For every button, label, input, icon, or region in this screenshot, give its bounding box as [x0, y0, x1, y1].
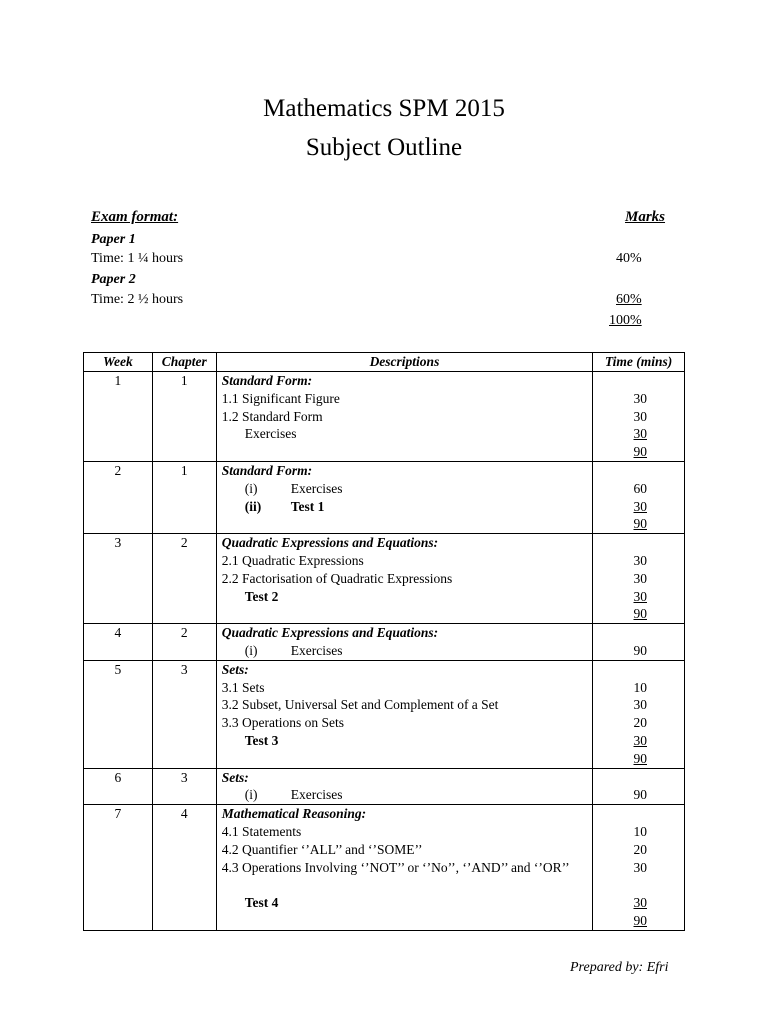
table-row: [84, 534, 685, 624]
time-value: [598, 498, 679, 516]
descriptions-header: Descriptions: [216, 353, 592, 372]
item-number: (i): [244, 480, 258, 496]
table-row: [84, 624, 685, 661]
item-number: (i): [244, 787, 258, 803]
chapter-cell: 4: [152, 805, 216, 931]
time-value: [598, 642, 679, 660]
section-title: Sets:: [221, 661, 249, 677]
time-amount: 30: [633, 859, 647, 875]
description-line: 3.1 Sets: [221, 679, 265, 695]
time-cell: [593, 372, 685, 462]
time-value: [598, 859, 679, 877]
paper2-time: Time: 2 ½ hours: [91, 292, 184, 307]
section-title: Sets:: [221, 769, 249, 785]
total-marks: 100%: [609, 313, 642, 328]
description-line: 1.2 Standard Form: [221, 408, 323, 424]
time-value: [598, 480, 679, 498]
description-cell: [216, 660, 592, 768]
chapter-cell: 3: [152, 768, 216, 805]
time-empty: [598, 372, 679, 390]
subject-outline-table: [83, 352, 685, 931]
test-line: Test 2: [244, 588, 279, 604]
time-empty: [598, 624, 679, 642]
week-cell: 2: [84, 461, 153, 533]
table-header-row: [84, 353, 685, 372]
time-amount: 30: [633, 552, 647, 568]
item-number: (ii): [244, 498, 262, 514]
time-empty: [598, 769, 679, 787]
time-cell: [593, 461, 685, 533]
time-empty: [598, 805, 679, 823]
description-line: 3.2 Subset, Universal Set and Complement of a Set: [221, 697, 499, 713]
paper2-label: Paper 2: [91, 272, 136, 287]
time-subtotal: 90: [633, 912, 647, 928]
time-cell: [593, 534, 685, 624]
description-line: 4.3 Operations Involving ‘’NOT’’ or ‘’No’’, ‘’AND’’ and ‘’OR’’: [221, 859, 570, 875]
item-text: Exercises: [290, 480, 343, 496]
time-subtotal: 90: [633, 516, 647, 532]
description-line: 2.2 Factorisation of Quadratic Expressions: [221, 570, 453, 586]
description-line: [222, 642, 587, 660]
chapter-cell: 3: [152, 660, 216, 768]
item-text: Test 1: [290, 498, 325, 514]
time-amount: 60: [633, 480, 647, 496]
prepared-by: Prepared by: Efri: [570, 960, 669, 975]
description-cell: [216, 805, 592, 931]
time-subtotal: 30: [633, 426, 647, 442]
test-line: Test 4: [244, 895, 279, 911]
blank-line: [222, 876, 587, 894]
week-cell: 6: [84, 768, 153, 805]
time-amount: 30: [633, 697, 647, 713]
description-line: 3.3 Operations on Sets: [221, 715, 344, 731]
time-subtotal: 90: [633, 444, 647, 460]
week-header: Week: [84, 353, 153, 372]
blank-line: [222, 443, 587, 461]
paper1-time: Time: 1 ¼ hours: [91, 251, 184, 266]
blank-line: [222, 605, 587, 623]
item-text: Exercises: [290, 642, 343, 658]
document-title: Mathematics SPM 2015: [263, 95, 505, 122]
week-cell: 4: [84, 624, 153, 661]
time-empty: [598, 462, 679, 480]
time-amount: 20: [633, 841, 647, 857]
week-cell: 3: [84, 534, 153, 624]
paper1-label: Paper 1: [91, 232, 136, 247]
document-subtitle: Subject Outline: [305, 134, 463, 161]
time-subtotal: 30: [633, 588, 647, 604]
description-line: [222, 786, 587, 804]
marks-heading: Marks: [625, 209, 666, 225]
time-subtotal: 30: [633, 498, 647, 514]
section-title: Quadratic Expressions and Equations:: [221, 625, 439, 641]
description-line: [222, 498, 587, 516]
paper2-marks: 60%: [616, 292, 642, 307]
time-value: [598, 552, 679, 570]
time-subtotal: 30: [633, 895, 647, 911]
chapter-cell: 2: [152, 534, 216, 624]
section-title: Quadratic Expressions and Equations:: [221, 535, 439, 551]
chapter-cell: 1: [152, 372, 216, 462]
description-cell: [216, 372, 592, 462]
time-value: [598, 696, 679, 714]
item-text: Exercises: [290, 787, 343, 803]
time-cell: [593, 768, 685, 805]
table-row: [84, 768, 685, 805]
table-row: [84, 372, 685, 462]
item-number: (i): [244, 642, 258, 658]
description-line: 4.2 Quantifier ‘’ALL’’ and ‘’SOME’’: [221, 841, 423, 857]
section-title: Standard Form:: [221, 373, 313, 388]
week-cell: 5: [84, 660, 153, 768]
description-cell: [216, 624, 592, 661]
description-line: [222, 480, 587, 498]
section-title: Standard Form:: [221, 462, 313, 478]
time-value: [598, 750, 679, 768]
description-line: 2.1 Quadratic Expressions: [221, 552, 364, 568]
description-cell: [216, 768, 592, 805]
time-empty: [598, 661, 679, 679]
chapter-header: Chapter: [152, 353, 216, 372]
week-cell: 7: [84, 805, 153, 931]
time-amount: 10: [633, 679, 647, 695]
description-line: Exercises: [244, 426, 297, 442]
chapter-cell: 1: [152, 461, 216, 533]
time-value: [598, 515, 679, 533]
time-value: [598, 786, 679, 804]
description-cell: [216, 461, 592, 533]
time-value: [598, 408, 679, 426]
time-value: [598, 605, 679, 623]
table-row: [84, 805, 685, 931]
time-amount: 30: [633, 570, 647, 586]
blank-line: [222, 515, 587, 533]
table-body: [84, 372, 685, 931]
time-value: [598, 841, 679, 859]
time-value: [598, 570, 679, 588]
time-value: [598, 732, 679, 750]
time-empty: [598, 534, 679, 552]
description-line: 1.1 Significant Figure: [221, 390, 340, 406]
time-amount: 10: [633, 823, 647, 839]
time-empty: [598, 876, 679, 894]
time-value: [598, 679, 679, 697]
time-value: [598, 912, 679, 930]
test-line: Test 3: [244, 732, 279, 748]
time-header: Time (mins): [593, 353, 685, 372]
time-subtotal: 90: [633, 606, 647, 622]
paper1-marks: 40%: [616, 251, 642, 266]
exam-format-heading: Exam format:: [91, 209, 179, 225]
time-value: [598, 823, 679, 841]
time-cell: [593, 660, 685, 768]
section-title: Mathematical Reasoning:: [221, 806, 367, 822]
time-value: [598, 425, 679, 443]
table-row: [84, 461, 685, 533]
time-amount: 30: [633, 408, 647, 424]
time-amount: 20: [633, 715, 647, 731]
time-amount: 90: [633, 787, 647, 803]
blank-line: [222, 912, 587, 930]
week-cell: 1: [84, 372, 153, 462]
time-value: [598, 390, 679, 408]
time-amount: 30: [633, 390, 647, 406]
time-subtotal: 30: [633, 732, 647, 748]
time-value: [598, 714, 679, 732]
description-line: 4.1 Statements: [221, 823, 302, 839]
time-value: [598, 894, 679, 912]
blank-line: [222, 750, 587, 768]
time-subtotal: 90: [633, 750, 647, 766]
time-cell: [593, 805, 685, 931]
time-amount: 90: [633, 642, 647, 658]
description-cell: [216, 534, 592, 624]
time-value: [598, 588, 679, 606]
table-row: [84, 660, 685, 768]
chapter-cell: 2: [152, 624, 216, 661]
time-cell: [593, 624, 685, 661]
time-value: [598, 443, 679, 461]
